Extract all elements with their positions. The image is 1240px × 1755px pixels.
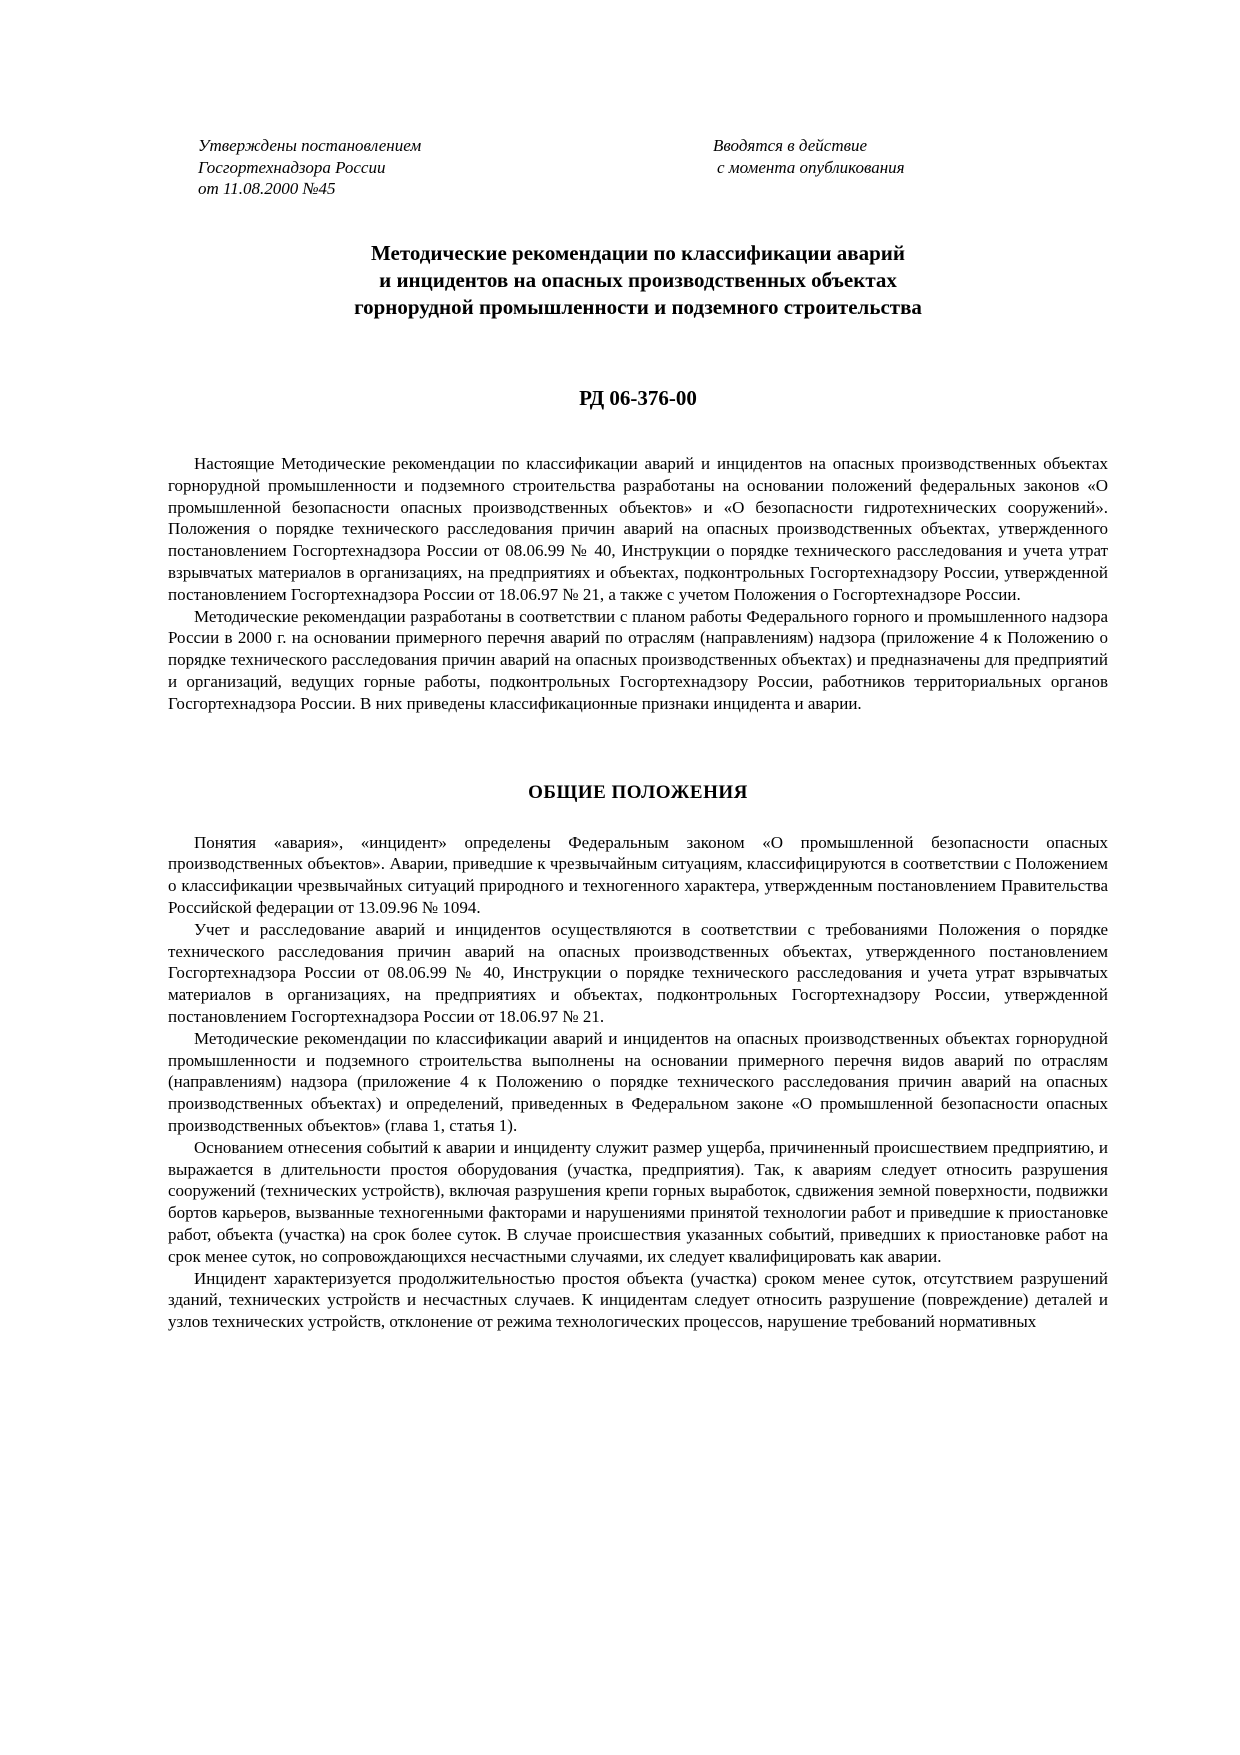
title-line: Методические рекомендации по классификации аварий (370, 241, 905, 265)
paragraph-general-5: Инцидент характеризуется продолжительностью простоя объекта (участка) сроком менее суток, отсутствием разрушений зданий, технических устройств и несчастных случаев. К инцидентам следует относить разрушение (повреждение) деталей и узлов технических устройств, отклонение от режима технологических процессов, нарушение требований нормативных (168, 1268, 1108, 1332)
title-line: и инцидентов на опасных производственных объектах (379, 268, 897, 292)
paragraph-general-3: Методические рекомендации по классификации аварий и инцидентов на опасных производственных объектах горнорудной промышленности и подземного строительства выполнены на основании примерного перечня видов аварий по отраслям (направлениям) надзора (приложение 4 к Положению о порядке технического расследования причин аварий на опасных производственных объектах) и определений, приведенных в Федеральном законе «О промышленной безопасности опасных производственных объектов» (глава 1, статья 1). (168, 1028, 1108, 1135)
paragraph-general-1: Понятия «авария», «инцидент» определены Федеральным законом «О промышленной безопасности опасных производственных объектов». Аварии, приведшие к чрезвычайным ситуациям, классифицируются в соответствии с Положением о классификации чрезвычайных ситуаций природного и техногенного характера, утвержденным постановлением Правительства Российской федерации от 13.09.96 № 1094. (168, 832, 1108, 917)
section-heading-general: ОБЩИЕ ПОЛОЖЕНИЯ (528, 781, 748, 803)
paragraph-general-2: Учет и расследование аварий и инцидентов осуществляются в соответствии с требованиями Положения о порядке технического расследования причин аварий на опасных производственных объектах, утвержденного постановлением Госгортехнадзора России от 08.06.99 № 40, Инструкции о порядке технического расследования и учета утрат взрывчатых материалов в организациях, на предприятиях и объектах, подконтрольных Госгортехнадзору России, утвержденной постановлением Госгортехнадзора России от 18.06.97 № 21. (168, 919, 1108, 1026)
approval-stamp-left (198, 135, 1108, 200)
effective-line: с момента опубликования (717, 157, 905, 177)
document-body (168, 453, 1108, 1333)
document-number: РД 06-376-00 (579, 386, 697, 410)
approval-line: Госгортехнадзора России (198, 157, 386, 177)
approval-header (168, 135, 1108, 200)
document-title (168, 240, 1108, 321)
effective-line: Вводятся в действие (713, 136, 868, 155)
title-line: горнорудной промышленности и подземного строительства (354, 295, 922, 319)
paragraph-intro-2: Методические рекомендации разработаны в соответствии с планом работы Федерального горного и промышленного надзора России в 2000 г. на основании примерного перечня аварий по отраслям (направлениям) надзора (приложение 4 к Положению о порядке технического расследования причин аварий на опасных производственных объектах) и предназначены для предприятий и организаций, ведущих горные работы, подконтрольных Госгортехнадзору России, работников территориальных органов Госгортехнадзора России. В них приведены классификационные признаки инцидента и аварии. (168, 606, 1108, 713)
paragraph-general-4: Основанием отнесения событий к аварии и инциденту служит размер ущерба, причиненный происшествием предприятию, и выражается в длительности простоя оборудования (участка, предприятия). Так, к авариям следует относить разрушения сооружений (технических устройств), включая разрушения крепи горных выработок, сдвижения земной поверхности, подвижки бортов карьеров, вызванные техногенными факторами и нарушениями принятой технологии работ и приведшие к приостановке работ, объекта (участка) на срок более суток. В случае происшествия указанных событий, приведших к приостановке работ на срок менее суток, но сопровождающихся несчастными случаями, их следует квалифицировать как аварии. (168, 1137, 1108, 1266)
approval-line: Утверждены постановлением (198, 136, 422, 155)
approval-line: от 11.08.2000 №45 (198, 179, 336, 198)
paragraph-intro-1: Настоящие Методические рекомендации по классификации аварий и инцидентов на опасных производственных объектах горнорудной промышленности и подземного строительства разработаны на основании положений федеральных законов «О промышленной безопасности опасных производственных объектов» и «О безопасности гидротехнических сооружений». Положения о порядке технического расследования причин аварий на опасных производственных объектах, утвержденного постановлением Госгортехнадзора России от 08.06.99 № 40, Инструкции о порядке технического расследования и учета утрат взрывчатых материалов в организациях, на предприятиях и объектах, подконтрольных Госгортехнадзору России, утвержденной постановлением Госгортехнадзора России от 18.06.97 № 21, а также с учетом Положения о Госгортехнадзоре России. (168, 454, 1108, 604)
effective-date-stamp (713, 135, 905, 178)
